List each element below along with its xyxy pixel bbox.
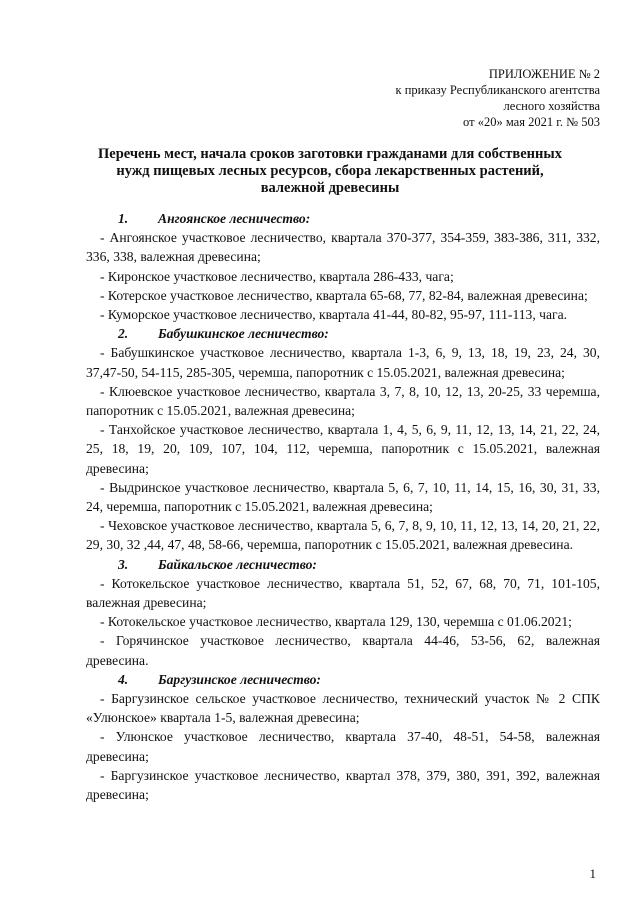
section-number: 1.: [118, 211, 129, 226]
list-item: - Киронское участковое лесничество, квартала 286-433, чага;: [100, 268, 454, 284]
title-line: валежной древесины: [260, 180, 400, 196]
section-name: Ангоянское лесничество:: [158, 211, 311, 226]
section-number: 3.: [118, 556, 129, 572]
section-name: Бабушкинское лесничество:: [158, 326, 329, 342]
document-body: [86, 209, 600, 804]
list-item: - Клюевское участковое лесничество, квартала 3, 7, 8, 10, 12, 13, 20-25, 33 черемша, папоротник с 15.05.2021, валежная древесина;: [86, 383, 600, 419]
list-item: - Котокельское участковое лесничество, квартала 51, 52, 67, 68, 70, 71, 101-105, валежная древесина;: [86, 575, 600, 611]
title-line: нужд пищевых лесных ресурсов, сбора лекарственных растений,: [116, 163, 544, 179]
page-number: 1: [589, 866, 596, 881]
list-item: - Горячинское участковое лесничество, квартала 44-46, 53-56, 62, валежная древесина.: [86, 633, 600, 668]
list-item: - Баргузинское сельское участковое лесничество, технический участок № 2 СПК «Улюнское» квартала 1-5, валежная древесина;: [86, 691, 600, 726]
appendix-agency: лесного хозяйства: [503, 99, 600, 113]
section-angoyanskoe: [86, 209, 600, 324]
list-item: - Танхойское участковое лесничество, квартала 1, 4, 5, 6, 9, 11, 12, 13, 14, 21, 22, 24, 25, 18, 19, 20, 109, 107, 104, 112, черемша, папоротник с 15.05.2021, валежная древесина;: [86, 422, 600, 476]
list-item: - Бабушкинское участковое лесничество, квартала 1-3, 6, 9, 13, 18, 19, 23, 24, 30, 37,47-50, 54-115, 285-305, черемша, папоротник с 15.05.2021, валежная древесина;: [86, 345, 600, 380]
list-item: - Выдринское участковое лесничество, квартала 5, 6, 7, 10, 11, 14, 15, 16, 30, 31, 33, 24, черемша, папоротник с 15.05.2021, валежная древесина;: [86, 479, 600, 515]
list-item: - Котокельское участковое лесничество, квартала 129, 130, черемша с 01.06.2021;: [100, 614, 572, 630]
section-number: 2.: [118, 326, 129, 342]
appendix-order-date: от «20» мая 2021 г. № 503: [463, 115, 600, 129]
appendix-order-ref: к приказу Республиканского агентства: [395, 83, 600, 97]
section-number: 4.: [118, 671, 129, 687]
section-name: Баргузинское лесничество:: [158, 671, 321, 687]
section-baikalskoe: [86, 555, 600, 670]
appendix-number: ПРИЛОЖЕНИЕ № 2: [488, 67, 600, 81]
section-heading: [86, 209, 600, 228]
list-item: - Котерское участковое лесничество, квартала 65-68, 77, 82-84, валежная древесина;: [100, 287, 588, 303]
list-item: - Ангоянское участковое лесничество, квартала 370-377, 354-359, 383-386, 311, 332, 336, 338, валежная древесина;: [86, 230, 600, 265]
title-line: Перечень мест, начала сроков заготовки гражданами для собственных: [98, 146, 562, 162]
document-title: [60, 146, 600, 197]
list-item: - Чеховское участковое лесничество, квартала 5, 6, 7, 8, 9, 10, 11, 12, 13, 14, 20, 21, 22, 29, 30, 32 ,44, 47, 48, 58-66, черемша, папоротник с 15.05.2021, валежная древесина.: [86, 518, 600, 553]
section-heading: [86, 324, 600, 343]
list-item: - Куморское участковое лесничество, квартала 41-44, 80-82, 95-97, 111-113, чага.: [100, 307, 568, 323]
section-name: Байкальское лесничество:: [158, 556, 317, 572]
list-item: - Баргузинское участковое лесничество, квартал 378, 379, 380, 391, 392, валежная древесина;: [86, 767, 600, 803]
section-heading: [86, 670, 600, 689]
appendix-header: [396, 66, 600, 130]
section-babushkinskoe: [86, 324, 600, 554]
section-barguzinskoe: [86, 670, 600, 804]
list-item: - Улюнское участковое лесничество, квартала 37-40, 48-51, 54-58, валежная древесина;: [86, 729, 600, 764]
section-heading: [86, 555, 600, 574]
